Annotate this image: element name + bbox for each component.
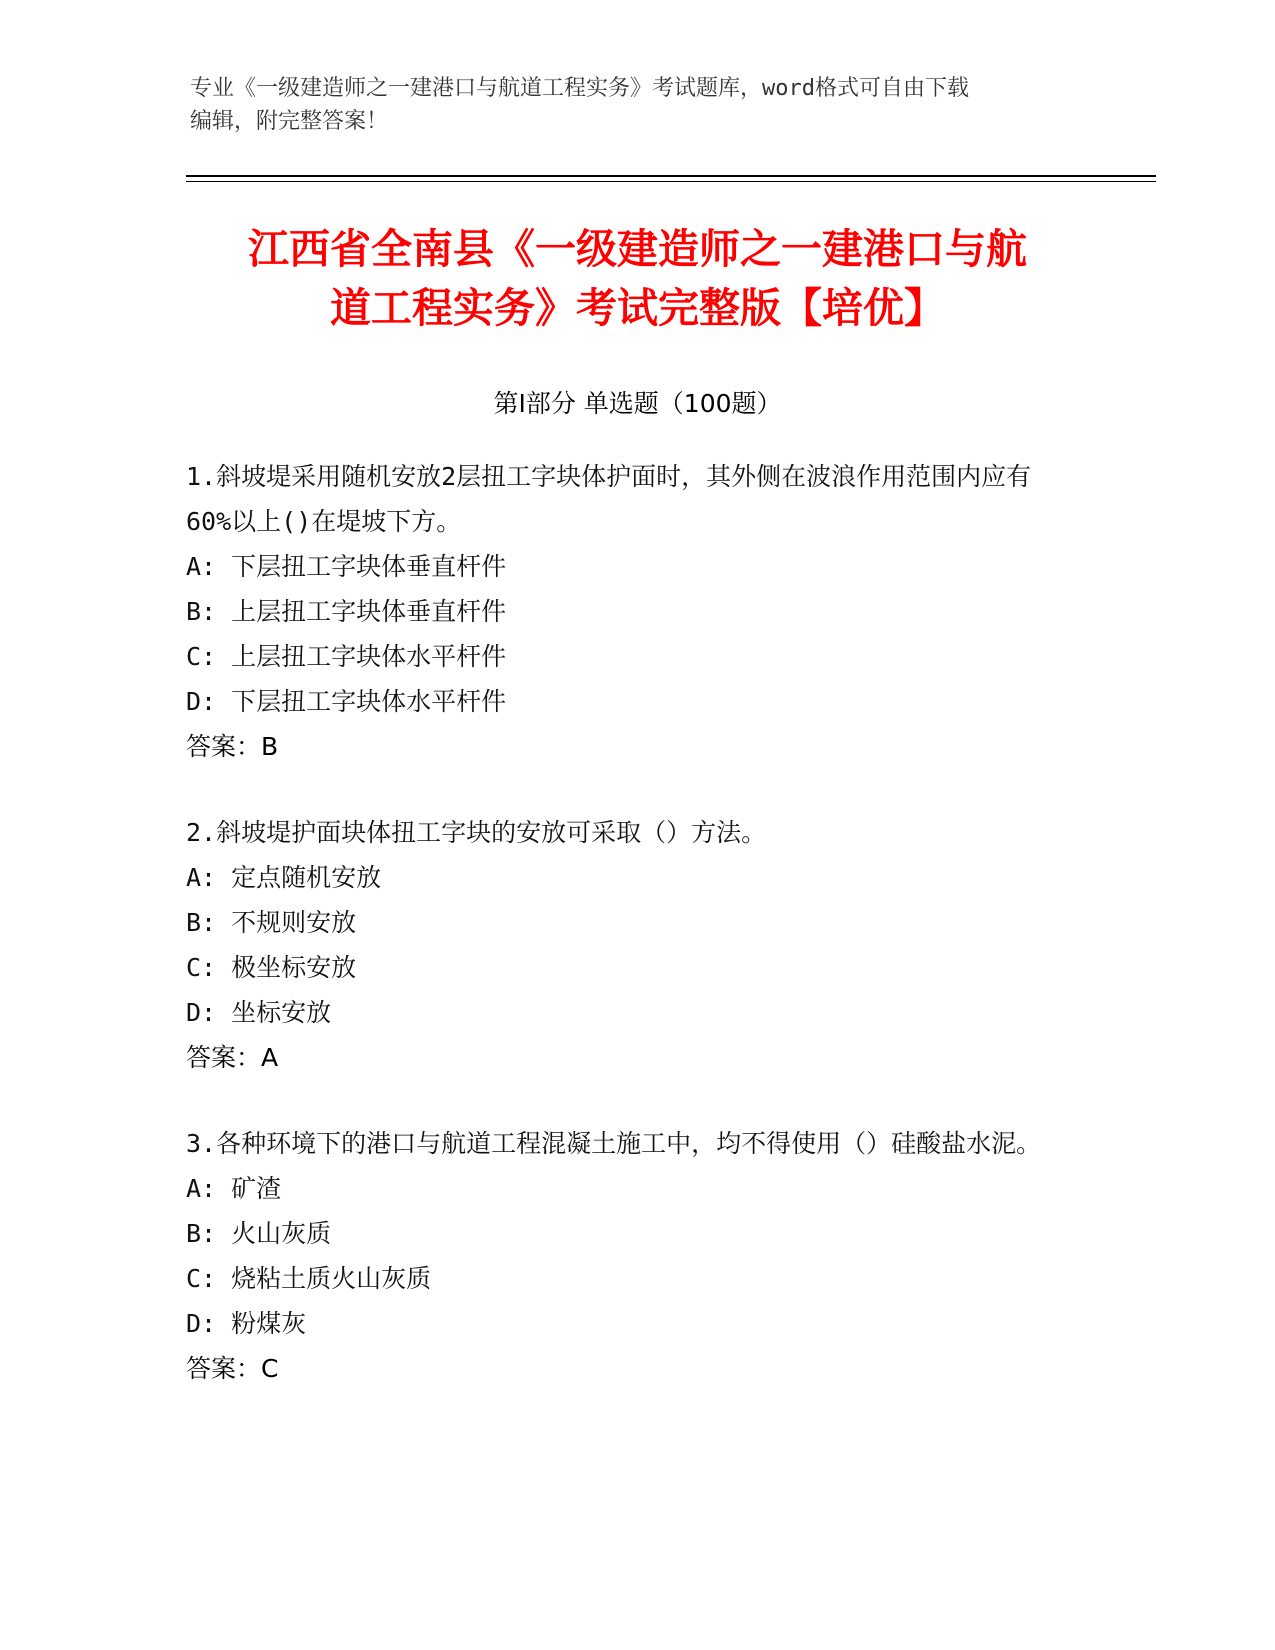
option-c: C: 极坐标安放	[186, 953, 357, 982]
answer: 答案：A	[186, 1043, 279, 1072]
title-line-2: 道工程实务》考试完整版【培优】	[330, 284, 945, 332]
header-divider-thick	[186, 175, 1156, 177]
question-stem: 1.斜坡堤采用随机安放2层扭工字块体护面时，其外侧在波浪作用范围内应有60%以上()在堤坡下方。	[186, 462, 1032, 536]
document-title	[140, 220, 1135, 338]
option-a: A: 下层扭工字块体垂直杆件	[186, 552, 507, 581]
question-2	[186, 810, 1066, 1080]
option-b: B: 上层扭工字块体垂直杆件	[186, 597, 507, 626]
title-line-1: 江西省全南县《一级建造师之一建港口与航	[248, 225, 1027, 273]
answer: 答案：C	[186, 1354, 279, 1383]
question-stem: 2.斜坡堤护面块体扭工字块的安放可采取（）方法。	[186, 818, 767, 847]
option-d: D: 坐标安放	[186, 998, 332, 1027]
option-b: B: 火山灰质	[186, 1219, 332, 1248]
option-b: B: 不规则安放	[186, 908, 357, 937]
header-line-1: 专业《一级建造师之一建港口与航道工程实务》考试题库，word格式可自由下载	[190, 76, 969, 101]
header-line-2: 编辑，附完整答案！	[190, 109, 389, 134]
question-3	[186, 1121, 1066, 1391]
question-stem: 3.各种环境下的港口与航道工程混凝土施工中，均不得使用（）硅酸盐水泥。	[186, 1129, 1042, 1158]
question-1	[186, 454, 1066, 769]
option-d: D: 下层扭工字块体水平杆件	[186, 687, 507, 716]
option-d: D: 粉煤灰	[186, 1309, 307, 1338]
header-divider-thin	[186, 181, 1156, 182]
section-title: 第Ⅰ部分 单选题（100题）	[493, 389, 782, 418]
option-a: A: 定点随机安放	[186, 863, 382, 892]
option-c: C: 烧粘土质火山灰质	[186, 1264, 432, 1293]
option-a: A: 矿渣	[186, 1174, 282, 1203]
option-c: C: 上层扭工字块体水平杆件	[186, 642, 507, 671]
header-note	[190, 72, 1070, 138]
answer: 答案：B	[186, 732, 279, 761]
